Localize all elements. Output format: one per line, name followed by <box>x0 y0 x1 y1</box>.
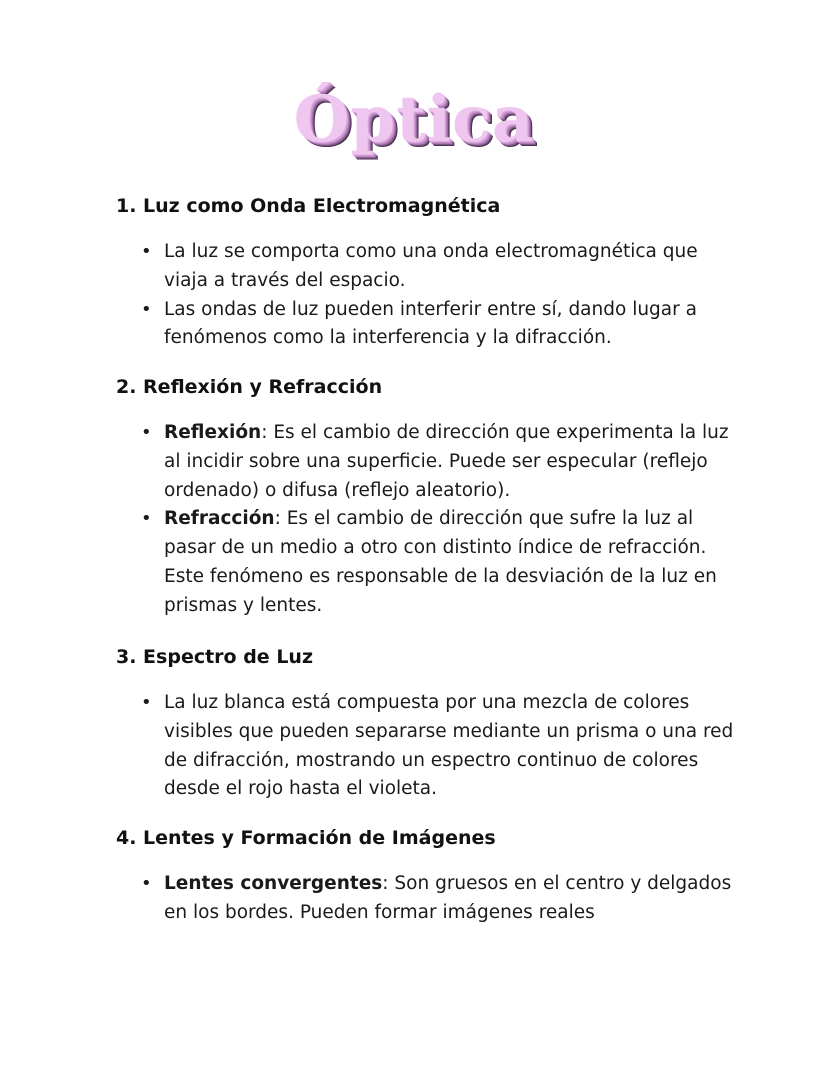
section-reflexion-refraccion <box>116 373 736 621</box>
bullet-icon: • <box>141 873 152 894</box>
bullet-icon: • <box>141 692 152 713</box>
list-item <box>116 419 736 505</box>
bullet-icon: • <box>141 241 152 262</box>
bullet-list <box>116 870 736 928</box>
list-item-text: : Es el cambio de dirección que experimenta la luz al incidir sobre una superficie. Puede ser especular (reflejo ordenado) o difusa (reflejo aleatorio). <box>164 422 729 501</box>
section-heading: 2. Reflexión y Refracción <box>116 376 383 398</box>
bullet-icon: • <box>141 298 152 320</box>
list-item-text: : Es el cambio de dirección que sufre la luz al pasar de un medio a otro con distinto índice de refracción. Este fenómeno es responsable de la desviación de la luz en prismas y lentes. <box>164 508 717 616</box>
page-title: Óptica <box>293 82 535 157</box>
list-item-text: : Son gruesos en el centro y delgados en los bordes. Pueden formar imágenes reales <box>164 873 732 923</box>
bullet-icon: • <box>141 508 152 530</box>
bullet-list <box>116 419 736 621</box>
list-item-term: Refracción <box>164 508 275 530</box>
list-item-term: Lentes convergentes <box>164 873 383 894</box>
bullet-icon: • <box>141 422 152 443</box>
section-luz-onda <box>116 192 736 353</box>
section-lentes <box>116 824 736 928</box>
list-item-text: Las ondas de luz pueden interferir entre sí, dando lugar a fenómenos como la interferencia y la difracción. <box>164 298 697 349</box>
list-item-text: La luz se comporta como una onda electromagnética que viaja a través del espacio. <box>164 241 698 291</box>
list-item-text: La luz blanca está compuesta por una mezcla de colores visibles que pueden separarse mediante un prisma o una red de difracción, mostrando un espectro continuo de colores desde el rojo hasta el violeta. <box>164 692 734 800</box>
bullet-list <box>116 238 736 353</box>
list-item <box>116 238 736 296</box>
list-item <box>116 870 736 928</box>
section-heading: 1. Luz como Onda Electromagnética <box>116 195 501 217</box>
section-heading: 4. Lentes y Formación de Imágenes <box>116 827 496 849</box>
bullet-list <box>116 689 736 804</box>
section-heading: 3. Espectro de Luz <box>116 646 314 668</box>
section-espectro <box>116 643 736 804</box>
list-item <box>116 296 736 354</box>
list-item <box>116 505 736 620</box>
list-item-term: Reflexión <box>164 422 262 443</box>
list-item <box>116 689 736 804</box>
